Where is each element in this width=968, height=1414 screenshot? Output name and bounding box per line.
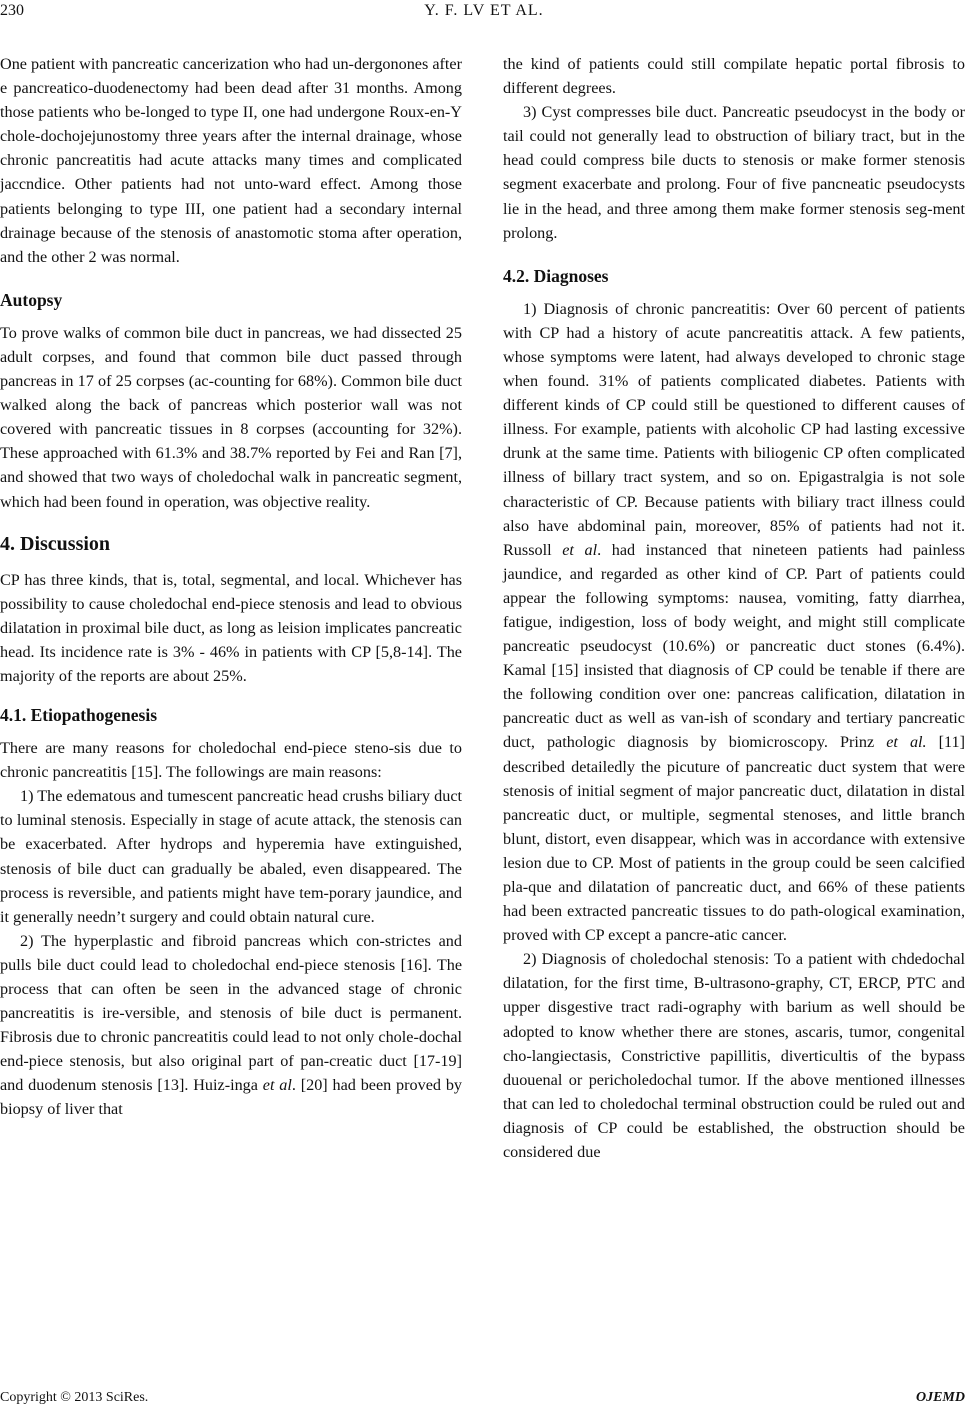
paragraph: the kind of patients could still compilate hepatic portal fibrosis to different degrees. — [503, 55, 965, 98]
copyright-text: Copyright © 2013 SciRes. — [0, 1390, 149, 1405]
paragraph: CP has three kinds, that is, total, segmental, and local. Whichever has possibility to cause choledochal end-piece stenosis and lead to obvious dilatation in proximal bile duct, as long as leision implicates pancreatic head. Its incidence rate is 3% - 46% in patients with CP [5,8-14]. The majority of the reports are about 25%. — [0, 570, 462, 685]
italic-text: et al — [262, 1076, 292, 1095]
paragraph: There are many reasons for choledochal end-piece steno-sis due to chronic pancreatitis [15]. The followings are main reasons: — [0, 739, 462, 782]
journal-name: OJEMD — [915, 1390, 965, 1405]
section-heading-autopsy: Autopsy — [0, 289, 63, 310]
paragraph: To prove walks of common bile duct in pancreas, we had dissected 25 adult corpses, and found that common bile duct passed through pancreas in 17 of 25 corpses (ac-counting for 68%). Common bile duct walked along the back of pancreas which posterior wall was not covered with pancreatic tissues in 8 corpses (accounting for 32%). These approached with 61.3% and 38.7% reported by Fei and Ran [7], and showed that two ways of choledochal walk in pancreatic segment, which had been found in operation, was objective reality. — [0, 323, 462, 511]
section-heading-etiopathogenesis: 4.1. Etiopathogenesis — [0, 705, 158, 726]
paragraph: 1) The edematous and tumescent pancreatic head crushs biliary duct to luminal stenosis. Especially in stage of acute attack, the stenosis can be exacerbated. After hydrops and hyperemia have extinguished, stenosis of bile duct can gradually be abaled, even disappeared. The process is reversible, and patients might have tem-porary jaundice, and it generally needn’t surgery and could obtain natural cure. — [0, 787, 462, 926]
text-run: [11] described detailedly the picuture of pancreatic duct system that were stenosis of initial segment of major pancreatic duct, dilatation in distal pancreatic duct, or multiple, segmental stenoses, and little branch blunt, distort, even disappear, which was in accordance with extensive lesion due to CP. Most of patients in the group could be seen calcified pla-que and dilatation of pancreatic duct, and 66% of these patients had been extracted pancreatic tissues to do path-ological examination, proved with CP except a pancre-atic cancer. — [503, 733, 966, 945]
paragraph — [503, 297, 965, 948]
text-run: 2) The hyperplastic and fibroid pancreas which con-strictes and pulls bile duct could lead to choledochal end-piece stenosis [16]. The process that can often be seen in the advanced stage of chronic pancreatitis is ire-versible, and stenosis of bile duct is permanent. Fibrosis due to chronic pancreatitis could lead to not only chole-dochal end-piece stenosis, but also original part of pan-creatic duct [17-19] and duodenum stenosis [13]. Huiz-inga — [0, 931, 462, 1095]
section-heading-diagnoses: 4.2. Diagnoses — [503, 265, 609, 286]
text-run: . had instanced that nineteen patients had painless jaundice, and regarded as other kind of CP. Part of patients could appear the following symptoms: nausea, vomiting, fatty diarrhea, fatigue, indigestion, loss of body weight, and might still complicate pancreatic pseudocyst (10.6%) or pancreatic duct stones (6.4%). Kamal [15] insisted that diagnosis of CP could be tenable if there are the following condition over one: pancreas calification, dilatation in pancreatic duct as well as van-ish of scondary and tertiary pancreatic duct, pathologic diagnosis by biomicroscopy. Prinz — [503, 540, 965, 752]
page-number: 230 — [0, 2, 24, 19]
section-heading-discussion: 4. Discussion — [0, 532, 111, 555]
running-title: Y. F. LV ET AL. — [424, 2, 544, 19]
right-column — [503, 52, 965, 1164]
left-column — [0, 52, 462, 1122]
italic-text: et al. — [886, 733, 927, 752]
paragraph: One patient with pancreatic cancerization who had un-dergonones after e pancreatico-duodenectomy had been dead after 31 months. Among those patients who be-longed to type II, one had undergone Roux-en-Y chole-dochojejunostomy three years after the internal drainage, whose chronic pancreatitis had acute attacks many times and complicated jaccndice. Other patients had not unto-ward effect. Among those patients belonging to type III, one patient had a secondary internal drainage because of the stenosis of anastomotic stoma after operation, and the other 2 was normal. — [0, 55, 462, 266]
paragraph: 3) Cyst compresses bile duct. Pancreatic pseudocyst in the body or tail could not generally lead to obstruction of biliary tract, but in the head could compress bile ducts to stenosis or make former stenosis segment exacerbate and prolong. Four of five pancneatic pseudocysts lie in the head, and three among them make former stenosis seg-ment prolong. — [503, 103, 965, 242]
page-header — [0, 0, 968, 30]
paragraph: 2) Diagnosis of choledochal stenosis: To a patient with chdedochal dilatation, for the first time, B-ultrasono-graphy, CT, ERCP, PTC and upper disgestive tract radi-ography with barium as well should be adopted to know whether there are stones, ascaris, tumor, congenital cho-langiectasis, Constrictive papillitis, diverticultis of the bypass duouenal or pericholedochal tumor. If the above mentioned illnesses that can led to choledochal terminal obstruction could be ruled out and diagnosis of CP could be established, the obstruction should be considered due — [503, 950, 965, 1162]
text-run: 1) Diagnosis of chronic pancreatitis: Over 60 percent of patients with CP had a history of acute pancreatitis attack. A few patients, whose symptoms were latent, had always developed to chronic stage when found. 31% of patients complicated diabetes. Patients with different kinds of CP could still be questioned to different causes of illness. For example, patients with alcoholic CP had lasting excessive drunk at the same time. Patients with biliogenic CP often complicated illness of billary tract system, and so on. Epigastralgia is not sole characteristic of CP. Because patients with biliary tract illness could also have abdominal pain, moreover, 85% of patients had not it. Russoll — [503, 299, 965, 559]
paragraph — [0, 929, 462, 1122]
text-run: . [20] had been proved by biopsy of liver that — [0, 1076, 463, 1119]
italic-text: et al — [562, 540, 598, 559]
